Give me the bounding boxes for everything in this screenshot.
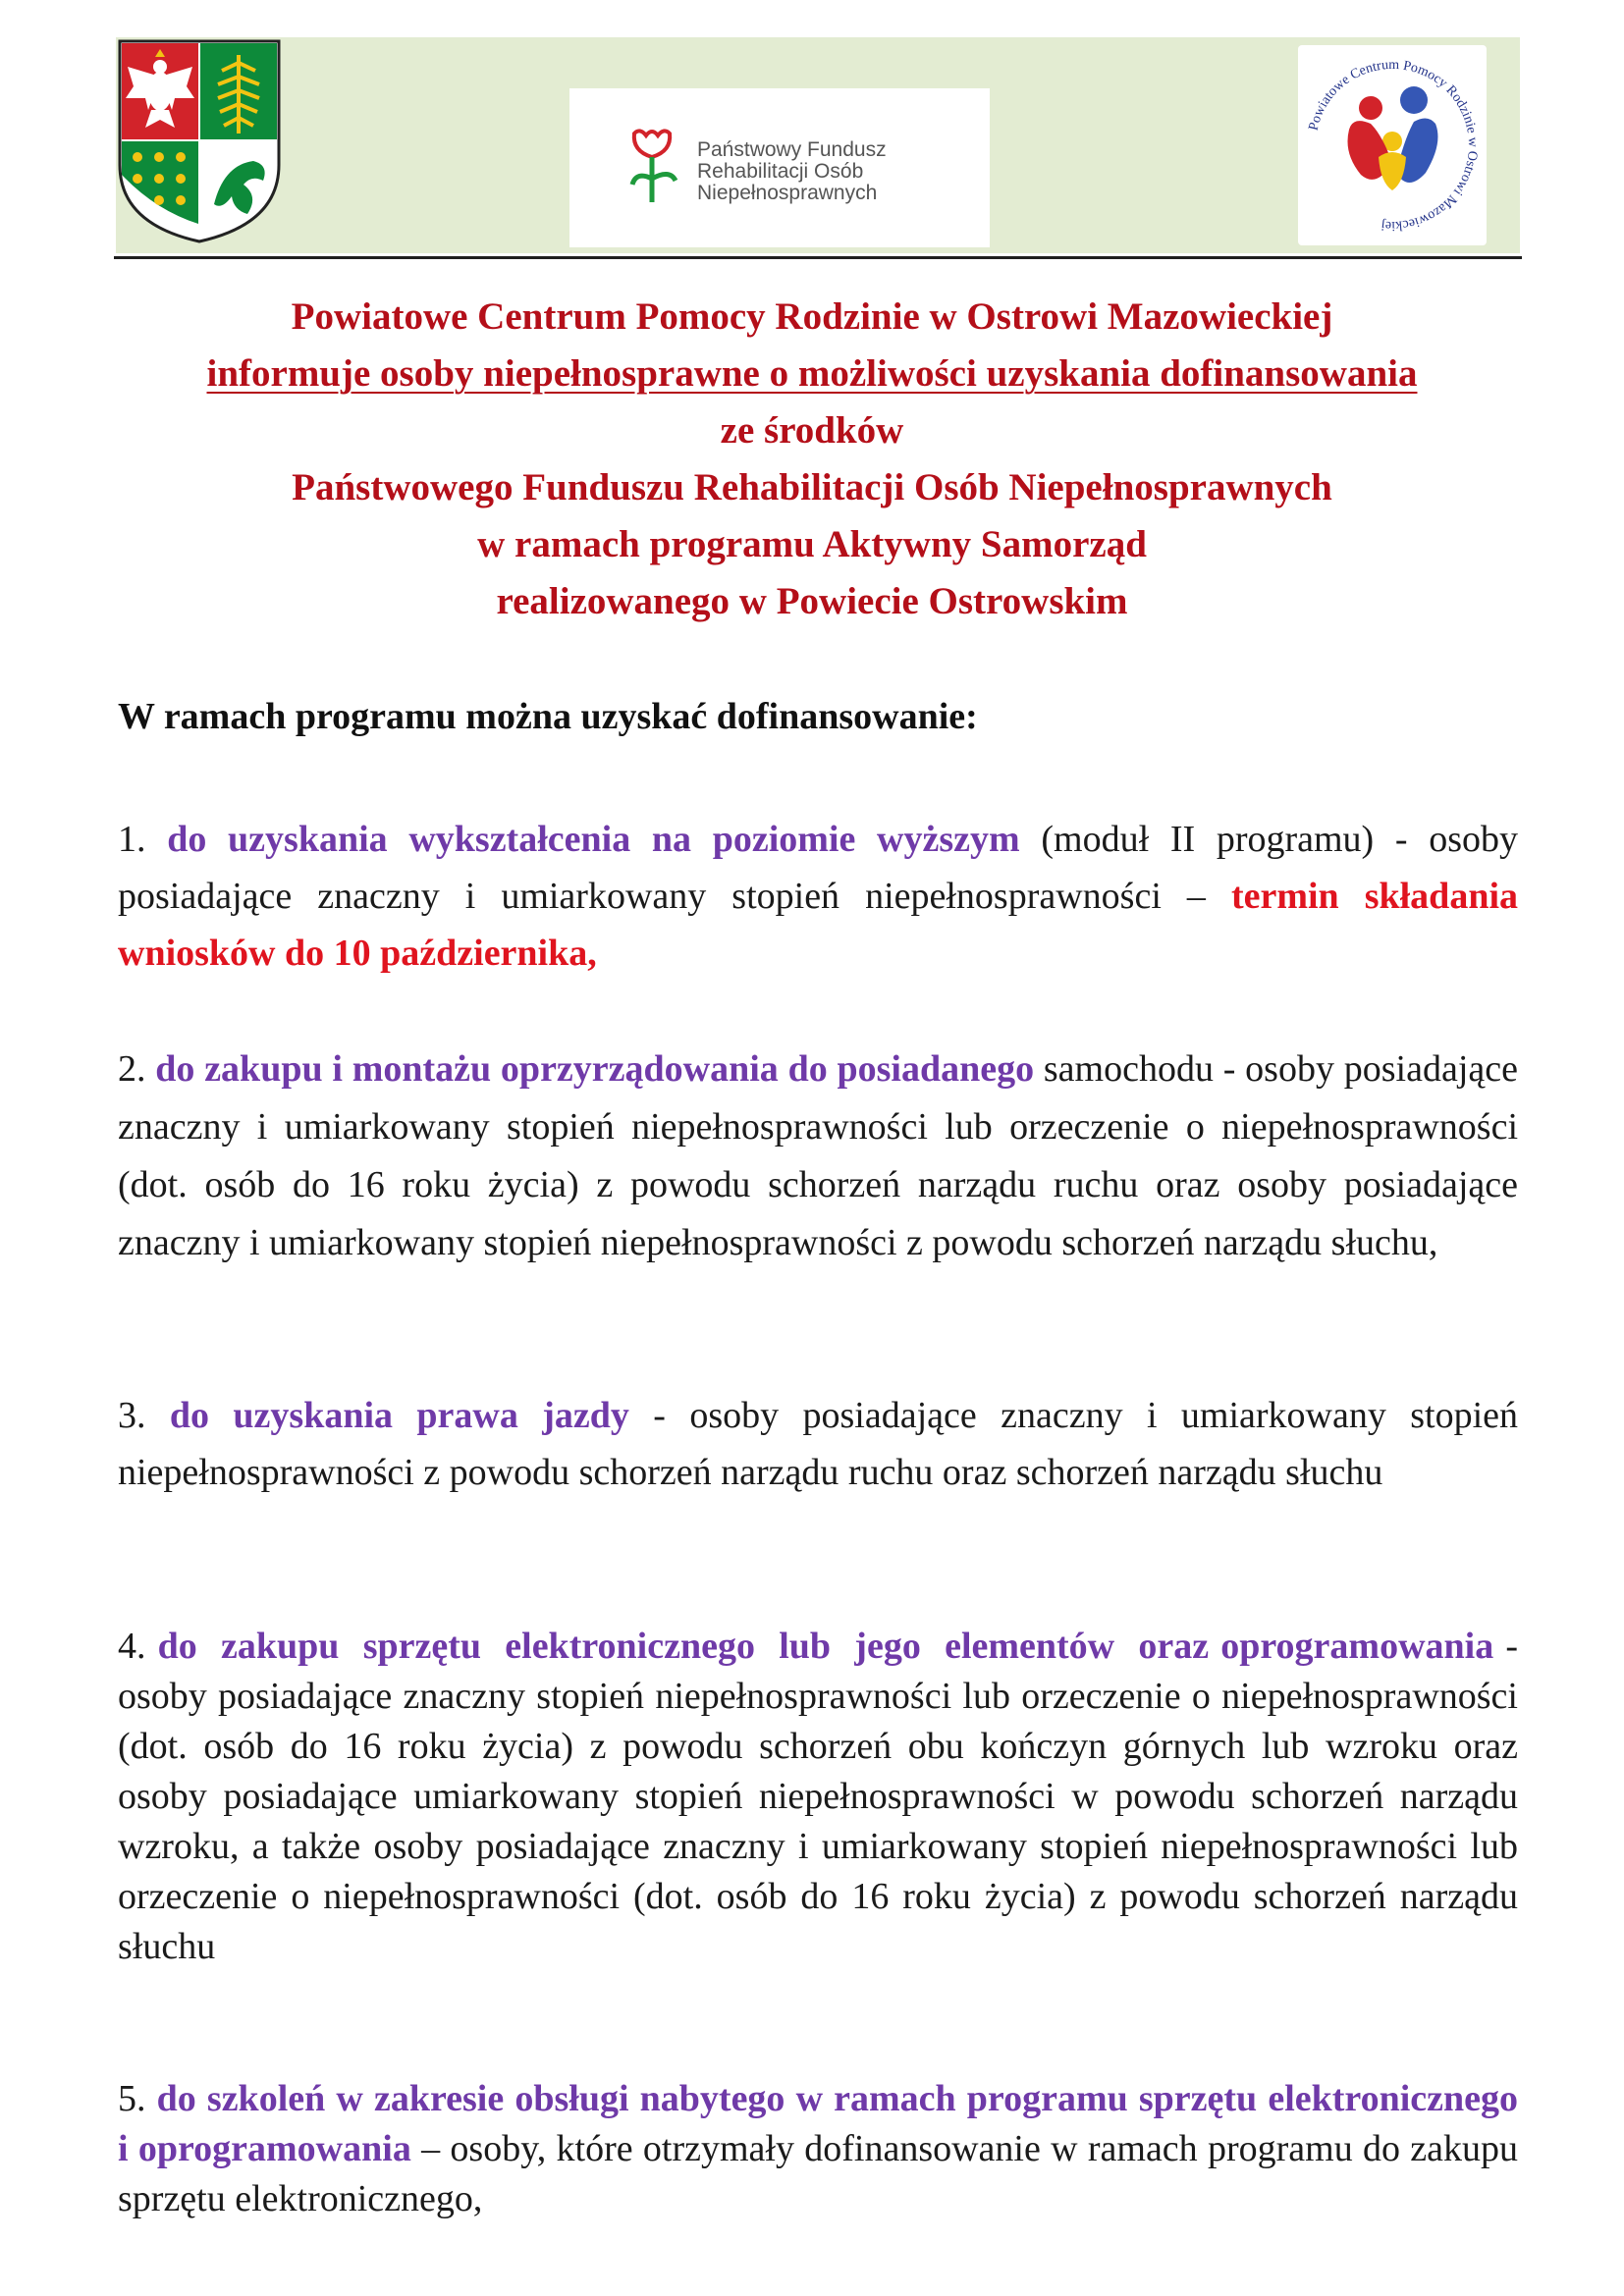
list-item: [118, 1387, 1518, 1501]
pcpr-logo-ring-text: Powiatowe Centrum Pomocy Rodzinie w Ostrowi Mazowieckiej: [1306, 57, 1481, 234]
item-highlight: do szkoleń w zakresie obsługi nabytego w ramach programu sprzętu elektronicznego i oprogramowania: [118, 2078, 1519, 2169]
list-item: [118, 1041, 1518, 1272]
title-line: realizowanego w Powiecie Ostrowskim: [496, 580, 1128, 622]
item-highlight: do uzyskania wykształcenia na poziomie wyższym: [167, 819, 1020, 860]
pcpr-logo: [1298, 45, 1487, 245]
pfron-logo: [569, 88, 990, 247]
title-line-underlined: informuje osoby niepełnosprawne o możliwości uzyskania dofinansowania: [206, 352, 1418, 395]
item-text: - osoby posiadające znaczny i umiarkowany stopień niepełnosprawności z powodu schorzeń narządu ruchu oraz schorzeń narządu słuchu: [118, 1395, 1519, 1493]
list-item: [118, 1622, 1518, 1972]
item-number: 4.: [118, 1626, 146, 1667]
pfron-logo-line: Rehabilitacji Osób: [697, 160, 864, 183]
flower-icon: [626, 126, 685, 206]
title-line: Państwowego Funduszu Rehabilitacji Osób Niepełnosprawnych: [292, 466, 1332, 508]
title-line: Powiatowe Centrum Pomocy Rodzinie w Ostrowi Mazowieckiej: [291, 295, 1333, 338]
item-number: 2.: [118, 1048, 146, 1090]
list-item: [118, 811, 1518, 982]
deadline-text: termin składania wniosków do 10 października,: [118, 876, 1519, 974]
item-number: 1.: [118, 819, 146, 860]
county-coat-of-arms-logo: [116, 37, 283, 245]
pfron-logo-line: Państwowy Fundusz: [697, 138, 887, 161]
item-text: samochodu - osoby posiadające znaczny i umiarkowany stopień niepełnosprawności lub orzeczenie o niepełnosprawności (dot. osób do 16 roku życia) z powodu schorzeń narządu ruchu oraz osoby posiadające znaczny i umiarkowany stopień niepełnosprawności z powodu schorzeń narządu słuchu,: [118, 1048, 1518, 1263]
title-line: w ramach programu Aktywny Samorząd: [477, 523, 1147, 565]
item-highlight: do uzyskania prawa jazdy: [169, 1395, 629, 1436]
title-line: ze środków: [720, 409, 904, 452]
document-title: [0, 289, 1624, 630]
item-text: - osoby posiadające znaczny stopień niepełnosprawności lub orzeczenie o niepełnosprawności (dot. osób do 16 roku życia) z powodu schorzeń obu kończyn górnych lub wzroku oraz osoby posiadające umiarkowany stopień niepełnosprawności w powodu schorzeń narządu wzroku, a także osoby posiadające znaczny i umiarkowany stopień niepełnosprawności lub orzeczenie o niepełnosprawności (dot. osób do 16 roku życia) z powodu schorzeń narządu słuchu: [118, 1626, 1519, 1967]
intro-heading: W ramach programu można uzyskać dofinansowanie:: [118, 696, 978, 737]
item-number: 5.: [118, 2078, 146, 2119]
item-highlight: do zakupu sprzętu elektronicznego lub jego elementów oraz oprogramowania: [157, 1626, 1494, 1667]
item-highlight: do zakupu i montażu oprzyrządowania do posiadanego: [155, 1048, 1035, 1090]
header-divider: [114, 256, 1522, 259]
list-item: [118, 2074, 1518, 2224]
item-text: – osoby, które otrzymały dofinansowanie w ramach programu do zakupu sprzętu elektronicznego,: [118, 2128, 1519, 2219]
item-number: 3.: [118, 1395, 146, 1436]
item-text: (moduł II programu) - osoby posiadające znaczny i umiarkowany stopień niepełnosprawności –: [118, 819, 1519, 917]
pfron-logo-line: Niepełnosprawnych: [697, 182, 878, 204]
